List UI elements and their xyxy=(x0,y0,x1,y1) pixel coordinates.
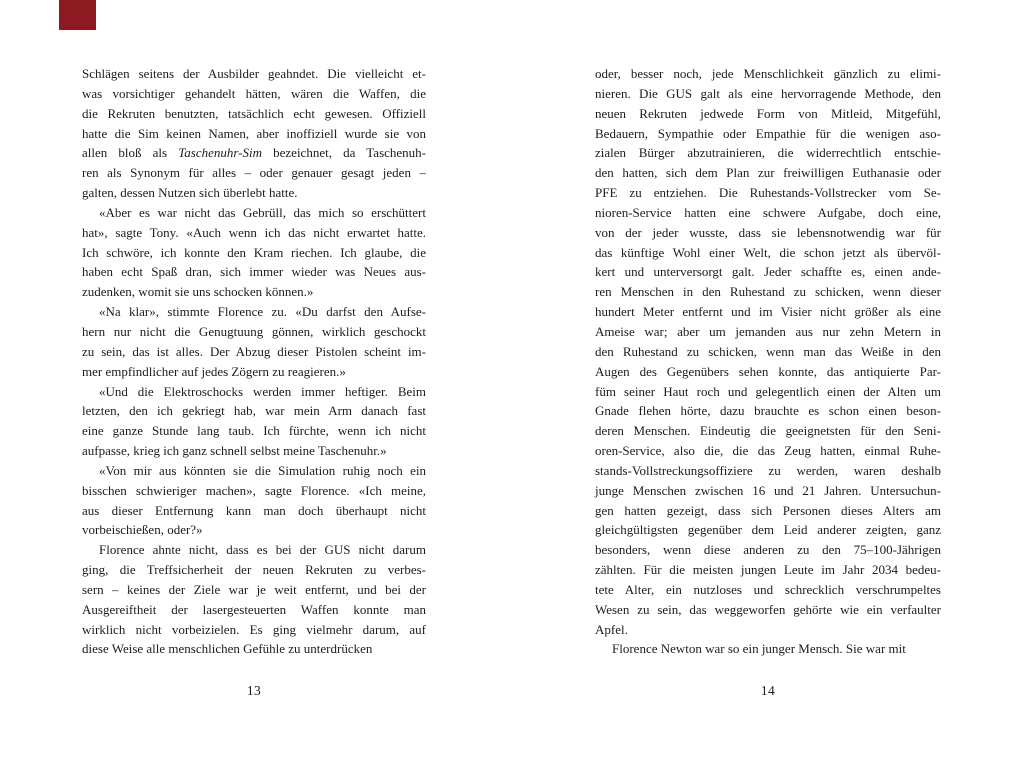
text-line xyxy=(595,262,941,282)
text-run: Augen des Gegenübers sehen konnte, das antiquierte Par- xyxy=(595,363,941,379)
text-line xyxy=(82,243,426,263)
page-number-right: 14 xyxy=(760,683,776,699)
text-run: ren als Synonym für alles – oder genauer gesagt jeden – xyxy=(82,165,426,181)
text-line xyxy=(82,540,426,560)
page-number-left: 13 xyxy=(246,683,262,699)
text-line xyxy=(595,322,941,342)
text-run: diese Weise alle menschlichen Gefühle zu unterdrücken xyxy=(82,641,373,657)
text-run: hatte die Sim keinen Namen, aber inoffiziell wurde sie von xyxy=(82,125,426,141)
text-line xyxy=(82,262,426,282)
text-run: «Aber es war nicht das Gebrüll, das mich so erschüttert xyxy=(99,204,426,220)
text-run: wirklich nicht vorbeizielen. Es ging vielmehr darum, auf xyxy=(82,621,426,637)
text-run: hundert Meter entfernt und im Visier nicht größer als eine xyxy=(595,304,941,320)
text-line xyxy=(595,64,941,84)
text-run: junge Menschen zwischen 16 und 21 Jahren. Untersuchun- xyxy=(595,482,941,498)
page-left xyxy=(82,64,426,699)
text-run: bisschen schwieriger machen», sagte Florence. «Ich meine, xyxy=(82,482,426,498)
page-text xyxy=(595,64,941,659)
text-run: bezeichnet, da Taschenuh- xyxy=(262,145,426,161)
text-run: deren Menschen. Eindeutig die geeignetsten für den Seni- xyxy=(595,423,941,439)
text-line xyxy=(595,223,941,243)
text-line xyxy=(595,342,941,362)
text-run: vorbeischießen, oder?» xyxy=(82,522,203,538)
text-line xyxy=(82,620,426,640)
text-run: Wesen zu sein, das weggeworfen gehörte wie ein verfaulter xyxy=(595,601,941,617)
text-run: den hatten, sich dem Plan zur freiwilligen Euthanasie oder xyxy=(595,165,941,181)
text-line xyxy=(595,243,941,263)
text-line xyxy=(595,382,941,402)
text-run: mer empfindlicher auf jedes Zögern zu reagieren.» xyxy=(82,363,346,379)
text-line xyxy=(82,104,426,124)
text-line xyxy=(595,441,941,461)
text-run: Ich schwöre, ich konnte den Kram riechen. Ich glaube, die xyxy=(82,244,426,260)
text-line xyxy=(82,401,426,421)
text-line xyxy=(82,342,426,362)
text-line xyxy=(595,203,941,223)
text-run: gen hatten gezeigt, dass sich Personen dieses Alters am xyxy=(595,502,941,518)
text-run: zialen Bürger abzutrainieren, die widerrechtlich entschie- xyxy=(595,145,941,161)
text-line xyxy=(82,461,426,481)
text-line xyxy=(82,421,426,441)
text-line xyxy=(82,382,426,402)
text-line xyxy=(82,203,426,223)
text-run: besonders, wenn diese anderen zu den 75–100-Jährigen xyxy=(595,542,941,558)
text-line xyxy=(82,441,426,461)
page-right xyxy=(595,64,941,699)
text-line xyxy=(82,163,426,183)
text-line xyxy=(595,580,941,600)
text-line xyxy=(595,401,941,421)
text-run: Ausgereiftheit der lasergesteuerten Waffen konnte man xyxy=(82,601,426,617)
text-line xyxy=(595,639,941,659)
text-line xyxy=(595,620,941,640)
text-line xyxy=(82,124,426,144)
text-line xyxy=(595,84,941,104)
text-line xyxy=(82,143,426,163)
text-line xyxy=(82,560,426,580)
text-run: ren Menschen in den Ruhestand zu schicken, wenn dieser xyxy=(595,284,941,300)
text-line xyxy=(595,143,941,163)
text-run: Schlägen seitens der Ausbilder geahndet. Die vielleicht et- xyxy=(82,66,426,81)
text-run: letzten, den ich gekriegt hab, war mein Arm danach fast xyxy=(82,403,426,419)
text-run: das künftige Wohl einer Welt, die schon jetzt als übervöl- xyxy=(595,244,941,260)
text-line xyxy=(82,600,426,620)
text-line xyxy=(595,104,941,124)
text-line xyxy=(595,421,941,441)
text-line xyxy=(82,520,426,540)
text-line xyxy=(82,64,426,84)
text-line xyxy=(595,481,941,501)
text-run: Ameise war; aber um jemanden aus nur zehn Metern in xyxy=(595,323,941,339)
text-line xyxy=(595,183,941,203)
text-line xyxy=(82,223,426,243)
text-line xyxy=(595,124,941,144)
text-line xyxy=(595,520,941,540)
text-run: galten, dessen Nutzen sich überlebt hatte. xyxy=(82,185,298,201)
text-line xyxy=(82,183,426,203)
text-run: kert und unterversorgt galt. Jeder schaffte es, einen ande- xyxy=(595,264,941,280)
text-line xyxy=(82,302,426,322)
text-run: Bedauern, Sympathie oder Empathie für die wenigen aso- xyxy=(595,125,941,141)
text-run: zählten. Für die meisten jungen Leute im Jahr 2034 bedeu- xyxy=(595,562,941,578)
text-run: hat», sagte Tony. «Auch wenn ich das nicht erwartet hatte. xyxy=(82,224,426,240)
text-run: nieren. Die GUS galt als eine hervorragende Methode, den xyxy=(595,85,941,101)
text-run: zu sein, das ist alles. Der Abzug dieser Pistolen scheint im- xyxy=(82,343,426,359)
text-line xyxy=(82,639,426,659)
text-run: hern nur nicht die Genugtuung gönnen, wirklich geschockt xyxy=(82,323,426,339)
text-line xyxy=(82,282,426,302)
text-line xyxy=(595,461,941,481)
text-run: zudenken, womit sie uns schocken können.» xyxy=(82,284,314,300)
text-line xyxy=(82,501,426,521)
text-run: aus dieser Entfernung kann man doch überhaupt nicht xyxy=(82,502,426,518)
page-text xyxy=(82,64,426,659)
text-run: was vorsichtiger gehandelt hätten, wären die Waffen, die xyxy=(82,85,426,101)
text-run: «Von mir aus könnten sie die Simulation ruhig noch ein xyxy=(99,462,426,478)
text-run: Gnade flehen hörte, dazu brauchte es schon einen beson- xyxy=(595,403,941,419)
text-run: PFE zu entziehen. Die Ruhestands-Vollstrecker vom Se- xyxy=(595,185,941,201)
corner-accent-mark xyxy=(59,0,96,30)
text-run: Florence Newton war so ein junger Mensch. Sie war mit xyxy=(612,641,906,657)
text-line xyxy=(595,302,941,322)
text-line xyxy=(595,501,941,521)
text-line xyxy=(595,600,941,620)
text-line xyxy=(595,540,941,560)
italic-text-run: Taschenuhr-Sim xyxy=(178,145,262,161)
text-run: den Ruhestand zu schicken, wenn man das Weiße in den xyxy=(595,343,941,359)
text-run: eine ganze Stunde lang taub. Ich fürchte, wenn ich nicht xyxy=(82,423,426,439)
text-run: Apfel. xyxy=(595,621,628,637)
text-run: stands-Vollstreckungsoffiziere zu werden, waren deshalb xyxy=(595,462,941,478)
text-run: «Na klar», stimmte Florence zu. «Du darfst den Aufse- xyxy=(99,304,426,320)
text-run: tete Alter, ein nutzloses und schrecklich verschrumpeltes xyxy=(595,581,941,597)
text-line xyxy=(82,580,426,600)
text-run: neuen Rekruten jedwede Form von Mitleid, Mitgefühl, xyxy=(595,105,941,121)
text-line xyxy=(595,362,941,382)
text-run: die Rekruten benutzten, tatsächlich echt gewesen. Offiziell xyxy=(82,105,426,121)
text-run: haben echt Spaß dran, sich immer wieder was Neues aus- xyxy=(82,264,426,280)
text-run: sern – keines der Ziele war je weit entfernt, und bei der xyxy=(82,581,426,597)
text-run: oren-Service, also die, die das Zeug hatten, einmal Ruhe- xyxy=(595,443,941,459)
text-run: ging, die Treffsicherheit der neuen Rekruten zu verbes- xyxy=(82,562,426,578)
text-line xyxy=(595,282,941,302)
text-run: aufpasse, krieg ich ganz schnell selbst meine Taschenuhr.» xyxy=(82,443,387,459)
text-run: «Und die Elektroschocks werden immer heftiger. Beim xyxy=(99,383,426,399)
text-run: gleichgültigsten gegenüber dem Leid anderer zeigten, ganz xyxy=(595,522,941,538)
text-line xyxy=(82,84,426,104)
text-line xyxy=(82,322,426,342)
text-run: oder, besser noch, jede Menschlichkeit gänzlich zu elimi- xyxy=(595,66,941,81)
text-run: von der jeder wusste, dass sie lebensnotwendig war für xyxy=(595,224,941,240)
text-line xyxy=(82,481,426,501)
text-line xyxy=(595,560,941,580)
text-line xyxy=(595,163,941,183)
text-run: nioren-Service hatten eine schwere Aufgabe, doch eine, xyxy=(595,204,941,220)
text-run: Florence ahnte nicht, dass es bei der GUS nicht darum xyxy=(99,542,426,558)
text-run: füm seiner Haut roch und gelegentlich einen der Alten um xyxy=(595,383,941,399)
text-line xyxy=(82,362,426,382)
text-run: allen bloß als xyxy=(82,145,179,161)
